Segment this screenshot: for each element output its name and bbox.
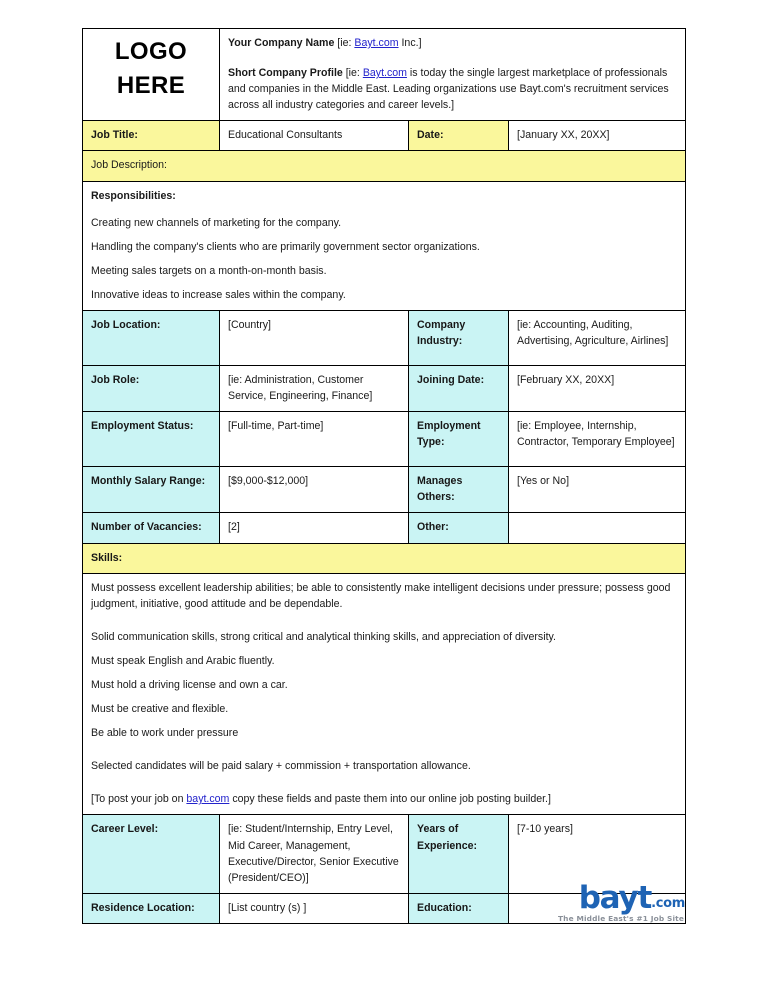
career-level-value[interactable]: [ie: Student/Internship, Entry Level, Mid Career, Management, Executive/Director, Senior Executive (President/CEO)] (220, 815, 409, 893)
bayt-logo (533, 880, 685, 928)
employment-status-label: Employment Status: (83, 412, 220, 467)
skills-paragraph: Solid communication skills, strong critical and analytical thinking skills, and appreciation of diversity. (91, 630, 556, 643)
posting-note-post: copy these fields and paste them into our online job posting builder.] (229, 793, 551, 806)
skills-spacer (91, 620, 677, 629)
other-label: Other: (409, 513, 509, 543)
responsibility-item: Innovative ideas to increase sales within the company. (91, 288, 346, 301)
table-row-job-role (83, 366, 686, 412)
skills-cell[interactable] (83, 573, 686, 815)
skills-paragraph: Must be creative and flexible. (91, 703, 229, 716)
years-of-experience-value[interactable]: [7-10 years] (509, 815, 686, 893)
years-of-experience-label: Years of Experience: (409, 815, 509, 893)
company-profile-label: Short Company Profile (228, 67, 343, 80)
table-row-job-location (83, 311, 686, 366)
job-description-label: Job Description: (83, 151, 686, 181)
date-label: Date: (409, 121, 509, 151)
other-value[interactable] (509, 513, 686, 543)
company-name-pre: [ie: (334, 37, 355, 49)
responsibilities-label: Responsibilities: (91, 189, 176, 202)
company-profile-line (228, 65, 677, 113)
date-value[interactable]: [January XX, 20XX] (509, 121, 686, 151)
job-title-label: Job Title: (83, 121, 220, 151)
skills-paragraph: Be able to work under pressure (91, 727, 239, 740)
bayt-logo-wordmark (533, 880, 685, 916)
table-row-job-title (83, 121, 686, 151)
employment-type-value[interactable]: [ie: Employee, Internship, Contractor, Temporary Employee] (509, 412, 686, 467)
bayt-link-posting-note[interactable]: bayt.com (186, 793, 230, 806)
company-name-post: Inc.] (398, 37, 422, 49)
table-row-skills-banner (83, 543, 686, 573)
employment-status-value[interactable]: [Full-time, Part-time] (220, 412, 409, 467)
job-location-label: Job Location: (83, 311, 220, 366)
number-of-vacancies-label: Number of Vacancies: (83, 513, 220, 543)
skills-paragraph: Must possess excellent leadership abilities; be able to consistently make intelligent decisions under pressure; possess good judgment, initiative, good attitude and be dependable. (91, 581, 671, 610)
career-level-label: Career Level: (83, 815, 220, 893)
table-row-job-description-banner (83, 151, 686, 181)
education-label: Education: (409, 893, 509, 923)
responsibility-item: Creating new channels of marketing for the company. (91, 216, 342, 229)
residence-location-label: Residence Location: (83, 893, 220, 923)
company-name-line (228, 35, 677, 51)
job-title-value[interactable]: Educational Consultants (220, 121, 409, 151)
company-info-cell (220, 29, 686, 121)
company-profile-post: is today the single largest marketplace of professionals and companies in the Middle East. Leading organizations use Bayt.com's recruitment services across all industry categories and career levels.] (228, 67, 669, 112)
responsibility-item: Handling the company's clients who are primarily government sector organizations. (91, 240, 480, 253)
responsibility-item: Meeting sales targets on a month-on-month basis. (91, 264, 327, 277)
logo-line-2: HERE (116, 72, 186, 100)
logo-placeholder-cell (83, 29, 220, 121)
bayt-logo-dotcom: .com (651, 896, 685, 912)
monthly-salary-range-label: Monthly Salary Range: (83, 467, 220, 513)
posting-note-pre: [To post your job on (91, 793, 187, 806)
skills-spacer (91, 782, 677, 791)
skills-paragraph: Must speak English and Arabic fluently. (91, 654, 275, 667)
logo-line-1: LOGO (114, 38, 188, 65)
skills-label: Skills: (83, 543, 686, 573)
residence-location-value[interactable]: [List country (s) ] (220, 893, 409, 923)
skills-posting-note (91, 791, 677, 807)
bayt-logo-tagline: The Middle East's #1 Job Site (557, 914, 684, 924)
bayt-logo-word: bayt (578, 880, 652, 916)
company-industry-label: Company Industry: (409, 311, 509, 366)
skills-spacer (91, 749, 677, 758)
joining-date-value[interactable]: [February XX, 20XX] (509, 366, 686, 412)
job-description-table (82, 28, 686, 924)
table-row-skills-body (83, 573, 686, 815)
joining-date-label: Joining Date: (409, 366, 509, 412)
skills-paragraph: Selected candidates will be paid salary + commission + transportation allowance. (91, 760, 471, 773)
company-name-label: Your Company Name (228, 37, 335, 49)
table-row-responsibilities (83, 181, 686, 310)
table-row-company-header (83, 29, 686, 121)
bayt-link-company-name[interactable]: Bayt.com (354, 37, 399, 49)
company-industry-value[interactable]: [ie: Accounting, Auditing, Advertising, Agriculture, Airlines] (509, 311, 686, 366)
number-of-vacancies-value[interactable]: [2] (220, 513, 409, 543)
employment-type-label: Employment Type: (409, 412, 509, 467)
job-role-label: Job Role: (83, 366, 220, 412)
table-row-employment-status (83, 412, 686, 467)
job-role-value[interactable]: [ie: Administration, Customer Service, Engineering, Finance] (220, 366, 409, 412)
bayt-link-company-profile[interactable]: Bayt.com (362, 67, 407, 80)
manages-others-value[interactable]: [Yes or No] (509, 467, 686, 513)
table-row-monthly-salary (83, 467, 686, 513)
monthly-salary-range-value[interactable]: [$9,000-$12,000] (220, 467, 409, 513)
manages-others-label: Manages Others: (409, 467, 509, 513)
job-location-value[interactable]: [Country] (220, 311, 409, 366)
responsibilities-cell[interactable] (83, 181, 686, 310)
skills-paragraph: Must hold a driving license and own a car. (91, 678, 288, 691)
table-row-number-of-vacancies (83, 513, 686, 543)
company-profile-pre: [ie: (342, 67, 363, 80)
